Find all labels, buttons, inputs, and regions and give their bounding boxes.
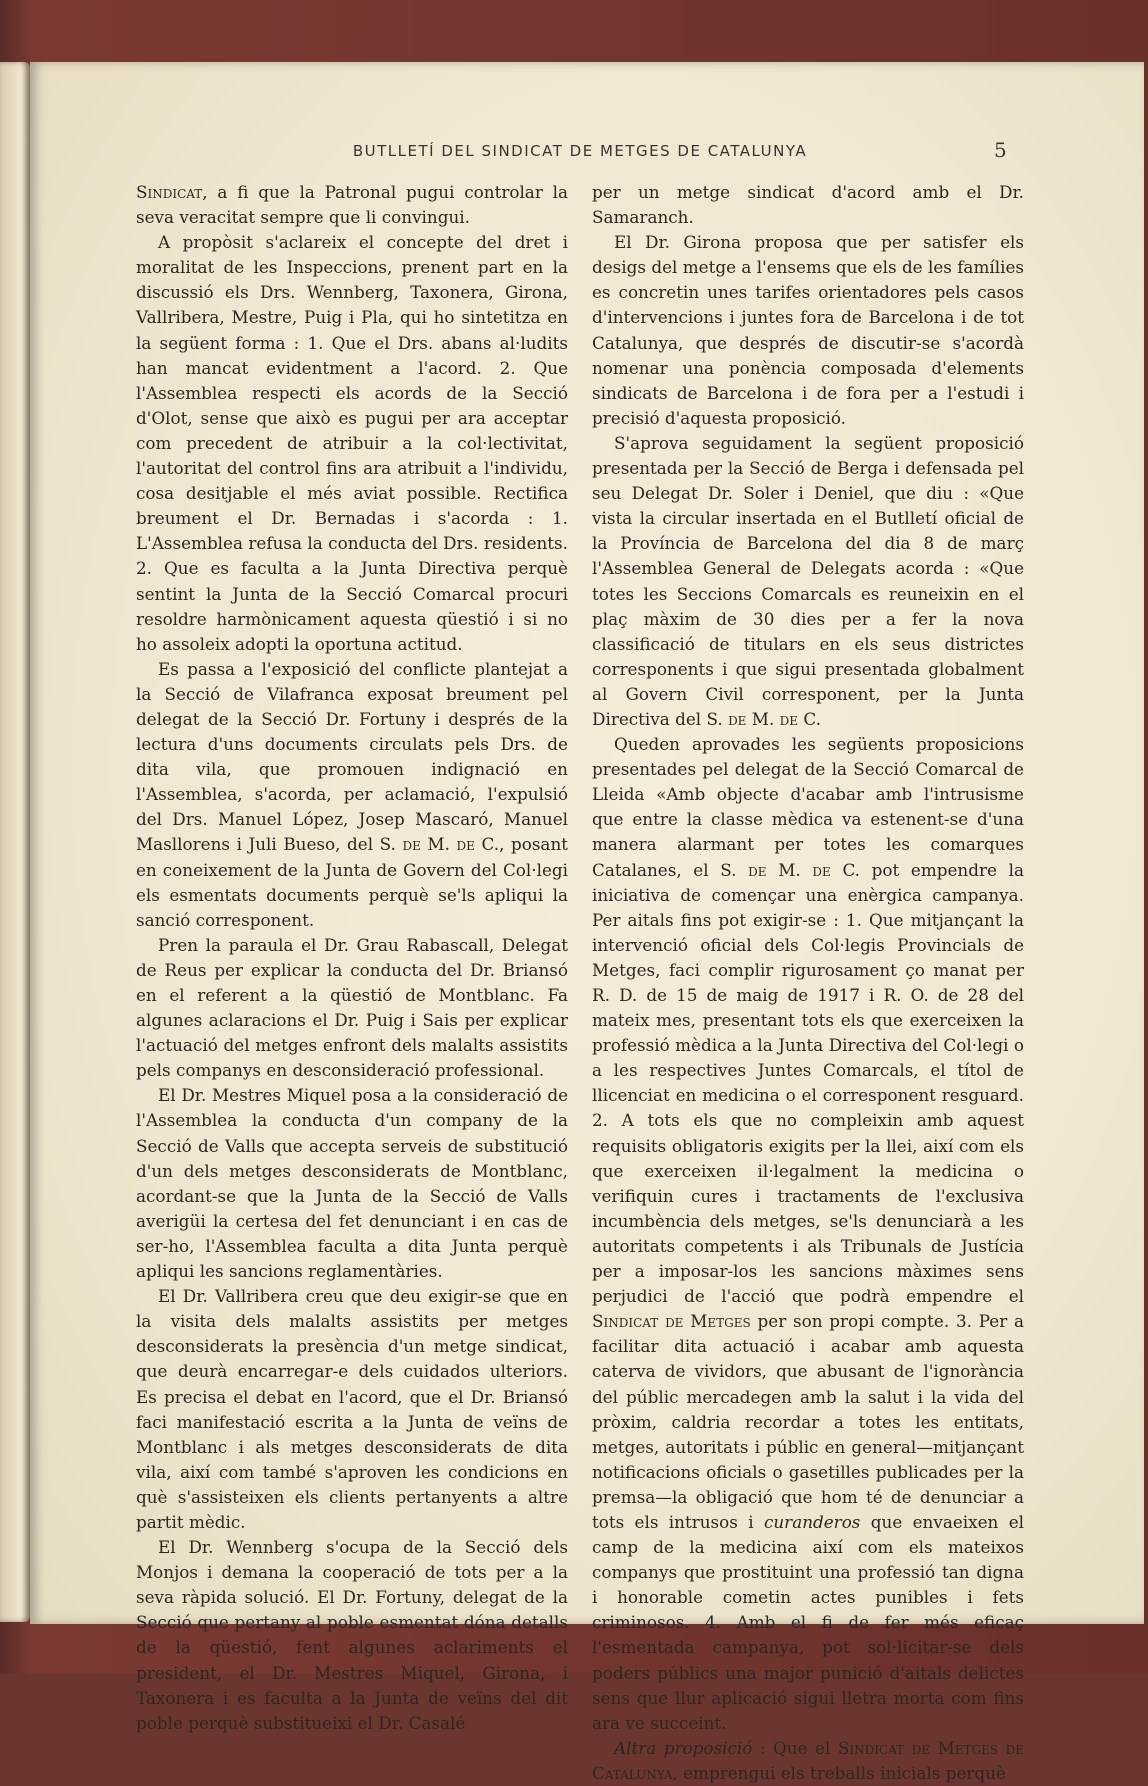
small-caps-text: Sindicat de Metges xyxy=(592,1311,751,1332)
paragraph-text: que envaeixen el camp de la medicina així com els mateixos companys que prostituint una professió tan digna i honorable cometin actes punibles i fets criminosos. 4. Amb el fi de fer més eficaç l'esmentada campanya, pot sol·licitar-se dels poders públics una major punició d'aitals delictes sens que llur aplicació sigui lletra morta com fins ara ve succeint. xyxy=(592,1511,1024,1733)
previous-page-edge xyxy=(0,62,30,1622)
small-caps-text: de xyxy=(812,859,831,880)
paragraph-text: C. xyxy=(803,708,821,729)
paragraph xyxy=(592,431,1024,732)
paragraph-text: : Que el xyxy=(759,1737,831,1758)
paragraph-text: Es passa a l'exposició del conflicte plantejat a la Secció de Vilafranca exposat breument pel delegat de la Secció Dr. Fortuny i després de la lectura d'uns documents circulats pels Drs. de dita vila, que promouen indignació en l'Assemblea, s'acorda, per aclamació, l'expulsió del Drs. Manuel López, Josep Mascaró, Manuel Masllorens i Juli Bueso, del S. xyxy=(136,658,568,855)
paragraph: El Dr. Girona proposa que per satisfer els desigs del metge a l'ensems que els de les famílies es concretin unes tarifes orientadores pels casos d'intervencions i juntes fora de Barcelona i de tot Catalunya, que després de discutir-se s'acordà nomenar una ponència composada d'elements sindicats de Barcelona i de fora per a l'estudi i precisió d'aquesta proposició. xyxy=(592,232,1024,428)
paragraph xyxy=(592,732,1024,1736)
small-caps-text: de xyxy=(456,834,475,855)
paragraph-text: M. xyxy=(751,708,775,729)
header-title: BUTLLETÍ DEL SINDICAT DE METGES DE CATALUNYA xyxy=(352,142,808,160)
paragraph xyxy=(136,657,568,933)
small-caps-text: de xyxy=(779,708,799,729)
paragraph: A propòsit s'aclareix el concepte del dret i moralitat de les Inspeccions, prenent part en la discussió els Drs. Wennberg, Taxonera, Girona, Vallribera, Mestre, Puig i Pla, qui ho sintetitza en la següent forma : 1. Que el Drs. abans al·ludits han mancat evidentment a l'acord. 2. Que l'Assemblea respecti els acords de la Secció d'Olot, sense que això es pugui per ara acceptar com precedent de atribuir a la col·lectivitat, l'autoritat del control fins ara atribuit a l'individu, cosa desitjable el més aviat possible. Rectifica breument el Dr. Bernadas i s'acorda : 1. L'Assemblea refusa la conducta del Drs. residents. 2. Que es faculta a la Junta Directiva perquè sentint la Junta de la Secció Comarcal procuri resoldre harmònicament aquesta qüestió i si no ho assoleix adopti la oportuna actitud. xyxy=(136,232,568,654)
paragraph-text: , emprengui els treballs inicials perquè xyxy=(672,1762,1006,1783)
paragraph: El Dr. Wennberg s'ocupa de la Secció dels Monjos i demana la cooperació de tots per a la seva ràpida solució. El Dr. Fortuny, delegat de la Secció que pertany al poble esmentat dóna detalls de la qüestió, fent algunes aclariments el president, el Dr. Mestres Miquel, Girona, i Taxonera i es faculta a la Junta de veïns del dit poble perquè substitueixi el Dr. Casalé xyxy=(136,1537,568,1733)
paragraph-text: Queden aprovades les següents proposicions presentades pel delegat de la Secció Comarcal de Lleida «Amb objecte d'acabar amb l'intrusisme que entre la classe mèdica va estenent-se d'una manera alarmant per totes les comarques Catalanes, el S. xyxy=(592,734,1024,880)
left-column xyxy=(136,180,568,1736)
paragraph xyxy=(592,1736,1024,1786)
paragraph: Pren la paraula el Dr. Grau Rabascall, Delegat de Reus per explicar la conducta del Dr. Briansó en el referent a la qüestió de Montblanc. Fa algunes aclaracions el Dr. Puig i Sais per explicar l'actuació del metges enfront dels malalts assistits pels companys en desconsideració professional. xyxy=(136,934,568,1081)
small-caps-text: Sindicat de Metges de Catalunya xyxy=(592,1737,1025,1783)
paragraph: per un metge sindicat d'acord amb el Dr. Samaranch. xyxy=(592,182,1024,228)
paragraph-text: M. xyxy=(427,834,450,855)
italic-text: curanderos xyxy=(763,1511,861,1532)
small-caps-text: de xyxy=(748,859,767,880)
small-caps-text: de xyxy=(728,708,747,729)
paragraph-text: M. xyxy=(778,859,801,880)
paragraph-text: C. pot empendre la iniciativa de començar una enèrgica campanya. Per aitals fins pot exigir-se : 1. Que mitjançant la intervenció oficial dels Col·legis Provincials de Metges, faci complir rigurosament ço manat per R. D. de 15 de maig de 1917 i R. O. de 28 del mateix mes, presentant tots els que exerceixen la professió mèdica a la Junta Directiva del Col·legi o a les respectives Juntes Comarcals, el títol de llicenciat en medicina o el corresponent resguard. 2. A tots els que no compleixin amb aquest requisits obligatoris exigits per la llei, així com els que exerceixen il·legalment la medicina o verifiquin cures i tractaments de l'exclusiva incumbència dels metges, se'ls denunciarà a les autoritats competents i als Tribunals de Justícia per a imposar-los les sancions màximes sens perjudici de l'acció que podrà empendre el xyxy=(592,859,1024,1307)
paragraph: El Dr. Vallribera creu que deu exigir-se que en la visita dels malalts assistits per metges desconsiderats la presència d'un metge sindicat, que deurà encarregar-e dels cuidados ulteriors. Es precisa el debat en l'acord, que el Dr. Briansó faci manifestació escrita a la Junta de veïns de Montblanc i als metges desconsiderats de dita vila, així com també s'aproven les condicions en què s'assisteixen els clients pertanyents a altre partit mèdic. xyxy=(136,1286,568,1532)
paragraph-text: S'aprova seguidament la següent proposició presentada per la Secció de Berga i defensada pel seu Delegat Dr. Soler i Deniel, que diu : «Que vista la circular insertada en el Butlletí oficial de la Província de Barcelona del dia 8 de març l'Assemblea General de Delegats acorda : «Que totes les Seccions Comarcals es reuneixin en el plaç màxim de 30 dies per a fer la nova classificació de titulars en els seus districtes corresponents i que sigui presentada globalment al Govern Civil corresponent, per la Junta Directiva del S. xyxy=(592,432,1024,729)
document-page xyxy=(30,62,1144,1783)
paragraph xyxy=(136,180,568,230)
small-caps-text: Sindicat xyxy=(136,182,203,202)
paragraph-text: , a fi que la Patronal pugui controlar la seva veracitat sempre que li convingui. xyxy=(136,182,568,228)
paragraph-text: per son propi compte. 3. Per a facilitar dita actuació i acabar amb aquesta caterva de vividors, que abusant de l'ignorància del públic mercadegen amb la salut i la vida del pròxim, caldria recordar a totes les entitats, metges, autoritats i públic en general—mitjançant notificacions oficials o gasetilles publicades per la premsa—la obligació que hom té de denunciar a tots els intrusos i xyxy=(592,1311,1025,1532)
italic-text: Altra proposició xyxy=(614,1737,753,1758)
paragraph-text: C., posant en coneixement de la Junta de Govern del Col·legi els esmentats documents perquè se'ls apliqui la sanció corresponent. xyxy=(136,834,568,930)
running-header xyxy=(30,138,1144,170)
right-column xyxy=(592,180,1024,1786)
small-caps-text: de xyxy=(402,834,421,855)
paragraph: El Dr. Mestres Miquel posa a la consideració de l'Assemblea la conducta d'un company de la Secció de Valls que accepta serveis de substitució d'un dels metges desconsiderats de Montblanc, acordant-se que la Junta de la Secció de Valls averigüi la certesa del fet denunciant i en cas de ser-ho, l'Assemblea faculta a dita Junta perquè apliqui les sancions reglamentàries. xyxy=(136,1085,568,1282)
page-number: 5 xyxy=(994,138,1007,162)
